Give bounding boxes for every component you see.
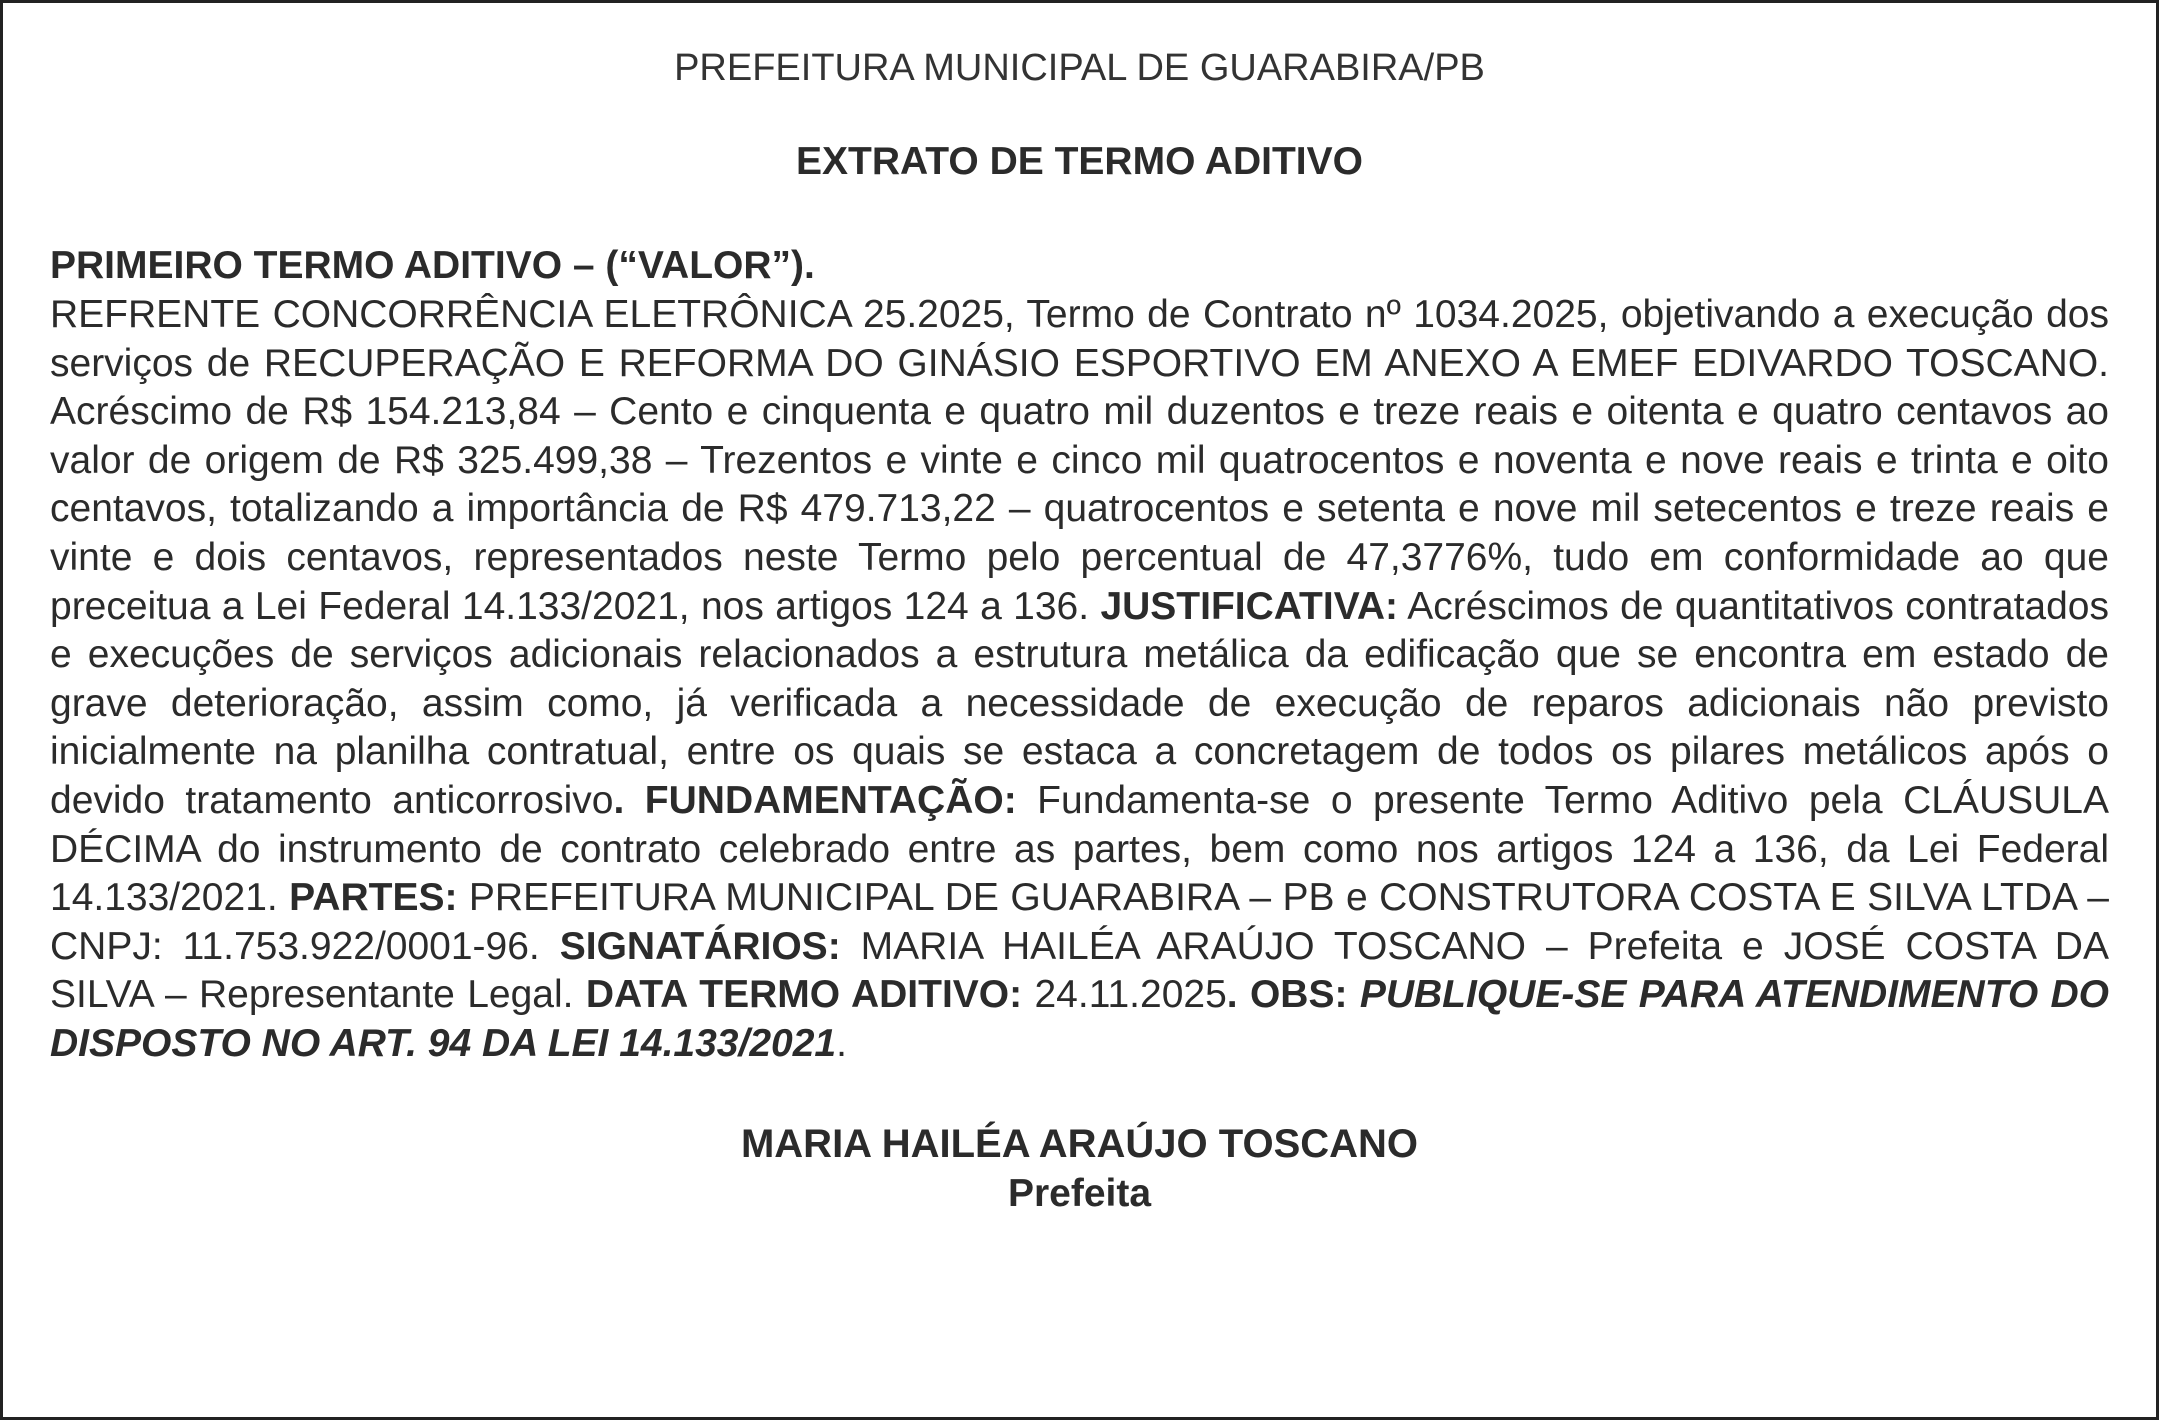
partes-text: PREFEITURA MUNICIPAL DE GUARABIRA – PB e CONSTRUTORA COSTA E SILVA LTDA – CNPJ: 11.753.922/0001-96. <box>50 876 2109 968</box>
partes-label: PARTES: <box>289 876 458 920</box>
data-text: 24.11.2025 <box>1022 973 1227 1017</box>
document-title: EXTRATO DE TERMO ADITIVO <box>796 140 1363 183</box>
organization-header: PREFEITURA MUNICIPAL DE GUARABIRA/PB <box>674 47 1485 89</box>
amendment-subtitle: PRIMEIRO TERMO ADITIVO – (“VALOR”). <box>50 244 815 287</box>
justificativa-label: JUSTIFICATIVA: <box>1100 584 1398 628</box>
signatory-role: Prefeita <box>1007 1171 1152 1215</box>
fundamentacao-text: Fundamenta-se o presente Termo Aditivo pela CLÁUSULA DÉCIMA do instrumento de contrato celebrado entre as partes, bem como nos artigos 124 a 136, da Lei Federal 14.133/2021. <box>50 778 2109 920</box>
data-label: DATA TERMO ADITIVO: <box>585 973 1023 1017</box>
fundamentacao-label: . FUNDAMENTAÇÃO: <box>613 778 1017 822</box>
amendment-intro: REFRENTE CONCORRÊNCIA ELETRÔNICA 25.2025, Termo de Contrato nº 1034.2025, objetivando a execução dos serviços de RECUPERAÇÃO E REFORMA DO GINÁSIO ESPORTIVO EM ANEXO A EMEF EDIVARDO TOSCANO. Acréscimo de R$ 154.213,84 – Cento e cinquenta e quatro mil duzentos e treze reais e oitenta e quatro centavos ao valor de origem de R$ 325.499,38 – Trezentos e vinte e cinco mil quatrocentos e noventa e nove reais e trinta e oito centavos, totalizando a importância de R$ 479.713,22 – quatrocentos e setenta e nove mil setecentos e treze reais e vinte e dois centavos, representados neste Termo pelo percentual de 47,3776%, tudo em conformidade ao que preceitua a Lei Federal 14.133/2021, nos artigos 124 a 136. <box>50 293 2109 628</box>
signature-block <box>50 1119 2109 1219</box>
obs-label: . OBS: <box>1226 973 1348 1017</box>
signatarios-text: MARIA HAILÉA ARAÚJO TOSCANO – Prefeita e JOSÉ COSTA DA SILVA – Representante Legal. <box>50 924 2109 1017</box>
obs-text: PUBLIQUE-SE PARA ATENDIMENTO DO DISPOSTO NO ART. 94 DA LEI 14.133/2021 <box>50 973 2110 1065</box>
closing-period: . <box>836 1021 847 1065</box>
signatarios-label: SIGNATÁRIOS: <box>559 924 841 968</box>
amendment-body <box>50 291 2109 1069</box>
justificativa-text: Acréscimos de quantitativos contratados e execuções de serviços adicionais relacionados a estrutura metálica da edificação que se encontra em estado de grave deterioração, assim como, já verificada a necessidade de execução de reparos adicionais não previsto inicialmente na planilha contratual, entre os quais se estaca a concretagem de todos os pilares metálicos após o devido tratamento anticorrosivo <box>50 584 2110 822</box>
signatory-name: MARIA HAILÉA ARAÚJO TOSCANO <box>740 1121 1419 1166</box>
